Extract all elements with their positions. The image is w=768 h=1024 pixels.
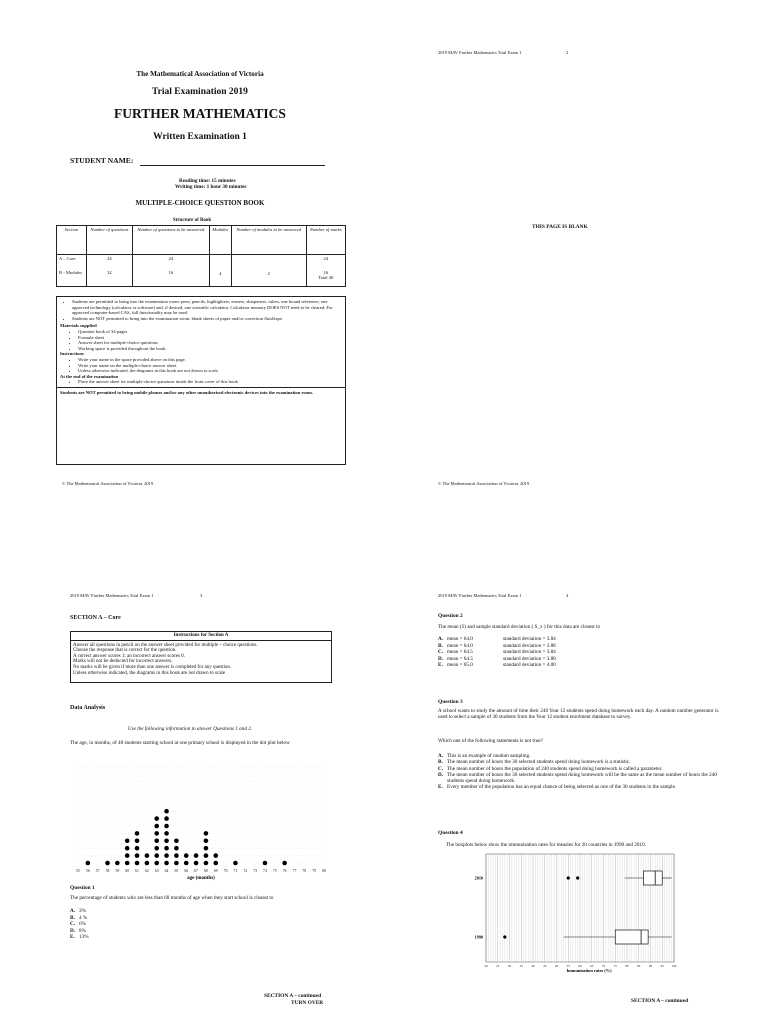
dot [154,831,159,836]
row-label-modules: B - Modules [59,270,82,275]
table-cell [132,255,209,287]
dot [184,861,189,866]
dot [145,861,150,866]
tick-label: 55 [76,869,80,873]
dot-plot-intro: The age, in months, of 48 students starting school at one primary school is displayed in the dot plot below [70,740,290,746]
option-a[interactable] [438,636,556,643]
instructions-box [56,296,346,465]
dot-plot [70,760,332,886]
q3-title: Question 3 [438,699,463,705]
option-e[interactable] [438,784,724,790]
tick-label: 65 [590,964,594,968]
dot [135,831,140,836]
dot [154,824,159,829]
tick-label: 75 [613,964,617,968]
data-analysis-heading: Data Analysis [70,705,106,711]
page-number: 2 [566,50,569,55]
instructions-title: Instructions for Section A [71,632,331,641]
q3-text: A school wants to study the amount of time their 240 Year 12 students spend doing homework each day. A random number generator is used to select a sample of 30 students from the Year 12 student enrolment database to survey. [438,708,719,721]
table-cell [231,255,306,287]
dot [125,846,130,851]
blank-page-notice: THIS PAGE IS BLANK [532,224,588,230]
list-item: • Students are NOT permitted to bring into the examination room: blank sheets of paper and/or correction fluid/tape. [72,316,342,322]
tick-label: 70 [601,964,606,968]
dot [282,861,287,866]
option-text: This is an example of random sampling. [447,753,531,759]
option-b[interactable] [438,643,556,650]
dot [204,846,209,851]
tick-label: 79 [312,869,317,873]
option-text: 8% [79,927,86,934]
q3-options [438,753,724,791]
option-letter: C. [70,921,76,928]
option-d[interactable] [438,656,556,663]
materials-list [60,329,342,351]
q4-title: Question 4 [438,830,463,836]
dot [174,853,179,858]
instruction-line: Answer all questions in pencil on the answer sheet provided for multiple – choice questions. [73,642,258,648]
dot [86,861,91,866]
tick-label: 64 [164,869,169,873]
option-letter: B. [438,759,443,766]
row-label-core: A – Core [59,256,76,261]
option-b[interactable] [70,915,89,922]
cell-value: 24 [168,256,174,261]
tick-label: 100 [671,964,677,968]
dot-plot-tick-labels [76,869,326,873]
tick-label: 58 [105,869,110,873]
option-d[interactable] [70,928,89,935]
reading-time: Reading time: 15 minutes [179,178,236,184]
section-title: SECTION A – Core [70,615,121,621]
q2-options [438,636,556,669]
table-cell [306,255,345,287]
list-item: • Unless otherwise indicated, the diagrams in this book are not drawn to scale. [78,368,342,374]
q1-title: Question 1 [70,885,95,891]
series-label: 2010 [474,875,483,881]
instruction-line: Marks will not be deducted for incorrect answers. [73,659,173,665]
section-continued: SECTION A – continued [264,993,322,999]
tick-label: 80 [322,869,326,873]
tick-label: 45 [543,964,547,968]
tick-label: 66 [184,869,189,873]
option-text: The mean number of hours the 30 selected students spend doing homework is a statistic. [447,759,631,766]
running-header: 2019 MAV Further Mathematics Trial Exam 1 [438,50,522,55]
dot [164,846,169,851]
tick-label: 63 [154,869,159,873]
outlier [576,876,579,879]
option-text: 3% [79,908,86,914]
subject-title: FURTHER MATHEMATICS [114,106,286,121]
option-letter: E. [438,784,443,791]
tick-label: 25 [496,964,500,968]
list-item: • Working space is provided throughout the book. [78,346,342,352]
student-name-line[interactable] [140,165,325,166]
list-item: • Students are permitted to bring into the examination room: pens, pencils, highlighters, erasers, sharpeners, rulers, one bound reference, one approved technology (calculator or software) and, if desired, one scientific calculator. Calculator memory DOES NOT need to be cleared. For approved computer-based CAS, full functionality may be used. [72,299,342,316]
boxplot-grid [486,854,674,962]
option-mean: mean = 64.5 [447,655,473,662]
dot [184,853,189,858]
cell-value: 32 [107,270,112,275]
option-letter: C. [438,649,444,656]
dot [194,853,199,858]
tick-label: 60 [578,964,582,968]
option-letter: A. [438,753,444,759]
option-letter: E. [70,934,75,941]
list-item: • Write your name in the space provided above on this page. [78,357,342,363]
tick-label: 76 [282,869,287,873]
use-info-note: Use the following information to answer Questions 1 and 2. [127,726,253,732]
option-mean: mean = 64.5 [447,649,473,656]
dot-plot-grid [78,764,324,866]
student-name-label: STUDENT NAME: [70,156,134,165]
tick-label: 20 [484,964,488,968]
tick-label: 70 [223,869,228,873]
org-name: The Mathematical Association of Victoria [136,70,264,78]
dot [135,846,140,851]
tick-label: 69 [213,869,218,873]
option-letter: A. [70,908,76,914]
option-c[interactable] [438,649,556,656]
outlier [567,876,570,879]
table-row [57,255,346,287]
materials-heading: Materials supplied [60,323,97,329]
dot [233,861,238,866]
table-cell [209,255,231,287]
instruction-line: No marks will be given if more than one answer is completed for any question. [73,664,232,670]
dot [194,861,199,866]
option-letter: D. [438,655,444,662]
option-sd: standard deviation = 4.00 [503,662,556,669]
tick-label: 35 [519,964,523,968]
list-item: • Answer sheet for multiple-choice questions [78,340,342,346]
dot [154,839,159,844]
dot [263,861,268,866]
running-header: 2019 MAV Further Mathematics Trial Exam 1 [70,593,154,598]
dot [164,824,169,829]
tick-label: 59 [115,869,120,873]
cell-value: 24 [323,256,329,261]
col-header: Number of questions [86,226,132,255]
copyright-footer: © The Mathematical Association of Victoria, 2019 [438,481,530,486]
col-header: Number of questions to be answered [132,226,209,255]
structure-table [56,225,346,287]
option-d[interactable] [438,772,724,785]
trial-title: Trial Examination 2019 [152,87,248,97]
tick-label: 71 [233,869,238,873]
dot [174,846,179,851]
option-mean: mean = 65.0 [447,662,473,669]
page-number: 3 [200,593,203,598]
dot [164,809,169,814]
option-letter: A. [438,636,444,642]
dot [154,853,159,858]
dot [164,853,169,858]
page-3 [0,512,384,1024]
tick-label: 73 [253,869,258,873]
dot [115,861,120,866]
tick-label: 67 [194,869,198,873]
dot [213,861,218,866]
list-item: • Question book of 34 pages [78,329,342,335]
structure-title: Structure of Book [172,218,212,223]
copyright-footer: © The Mathematical Association of Victoria, 2019 [62,481,154,486]
tick-label: 77 [292,869,297,873]
section-continued: SECTION A – continued [631,998,689,1004]
tick-label: 90 [648,964,653,968]
cell-value: 4 [219,270,222,276]
option-text: The mean number of hours the 30 selected students spend doing homework will be the same as the mean number of hours the 240 students spend doing homework. [447,771,717,785]
tick-label: 74 [263,869,267,873]
dot [164,839,169,844]
dot [105,861,110,866]
cell-value: 24 [107,256,112,261]
tick-label: 40 [531,964,535,968]
dot [135,861,140,866]
cell-value: 16 [168,270,174,275]
instruction-line: Unless otherwise indicated, the diagrams in this book are not drawn to scale [73,670,226,676]
cell-value: 2 [267,270,270,276]
tick-label: 61 [135,869,139,873]
option-letter: E. [438,662,443,669]
dot [154,846,159,851]
section-a-instructions [70,631,332,683]
page-1 [0,0,384,512]
dot [204,839,209,844]
dot [154,816,159,821]
table-cell [57,255,87,287]
series-label: 1990 [474,934,483,940]
tick-label: 72 [243,869,248,873]
tick-label: 65 [174,869,179,873]
q3-question: Which one of the following statements is not true? [438,738,543,744]
dot [164,831,169,836]
dot [164,861,169,866]
col-header: Section [57,226,87,255]
option-letter: D. [70,927,76,934]
dot [213,853,218,858]
tick-label: 56 [85,869,90,873]
option-sd: standard deviation = 3.88 [503,655,556,662]
tick-label: 78 [302,869,307,873]
option-sd: standard deviation = 3.88 [503,642,556,649]
list-item: • Place the answer sheet for multiple-choice questions inside the front cover of this book. [78,379,342,385]
option-e[interactable] [438,662,556,669]
booklet-title: MULTIPLE-CHOICE QUESTION BOOK [135,199,265,207]
tick-label: 62 [144,869,149,873]
col-header: Modules [209,226,231,255]
option-letter: B. [70,914,75,921]
option-letter: C. [438,765,444,772]
instruction-line: A correct answer scores 1; an incorrect answer scores 0. [73,653,185,659]
instructions-body [71,641,331,679]
option-text: Every member of the population has an equal chance of being selected as one of the 30 students in the sample. [447,784,677,791]
q1-options [70,908,89,941]
dot [164,816,169,821]
written-exam-title: Written Examination 1 [153,132,247,142]
option-letter: B. [438,642,443,649]
page-4 [384,512,768,1024]
q1-text: The percentage of students who are less than 60 months of age when they start school is closest to [70,895,274,901]
tick-label: 57 [95,869,100,873]
dot [135,839,140,844]
boxplot-chart [464,852,684,974]
permitted-list [60,299,342,321]
option-sd: standard deviation = 3.84 [503,649,556,656]
option-text: 6% [79,921,86,928]
cell-value [234,256,304,262]
total-marks: Total 40 [318,275,334,280]
box [643,871,662,885]
option-a[interactable] [70,908,89,915]
dot [204,853,209,858]
dot [204,831,209,836]
tick-label: 75 [272,869,277,873]
option-sd: standard deviation = 3.84 [503,636,556,642]
tick-label: 85 [637,964,641,968]
writing-time: Writing time: 1 hour 30 minutes [175,184,247,190]
q4-text: The boxplots below show the immunisation rates for measles for 20 countries in 1990 and 2010. [446,842,646,848]
col-header: Number of modules to be answered [231,226,306,255]
end-heading: At the end of the examination [60,373,119,379]
box [615,930,648,944]
turn-over: TURN OVER [291,1000,324,1006]
table-cell [86,255,132,287]
dot [125,853,130,858]
page-number: 4 [566,593,569,598]
option-text: The mean number of hours the population of 240 students spend doing homework is called a parameter. [447,765,663,772]
option-c[interactable] [70,921,89,928]
tick-label: 30 [507,964,512,968]
outlier [503,935,506,938]
tick-label: 68 [204,869,208,873]
tick-label: 50 [554,964,559,968]
tick-label: 80 [625,964,629,968]
dot-plot-xlabel: age (months) [187,876,215,881]
tick-label: 60 [125,869,130,873]
page-2 [384,0,768,512]
option-letter: D. [438,771,444,778]
end-list [60,379,342,385]
list-item: • Write your name on the multiple-choice answer sheet. [78,363,342,369]
boxplot-xlabel: Immunisation rates (%) [566,968,612,973]
tick-label: 95 [660,964,664,968]
dot [145,853,150,858]
phones-notice: Students are NOT permitted to bring mobile phones and/or any other unauthorised electronic devices into the examination room. [57,387,345,396]
tick-label: 55 [566,964,570,968]
dot [135,853,140,858]
q2-text: The mean (x̄) and sample standard deviation ( S_x ) for this data are closest to [438,624,601,630]
dot [204,861,209,866]
running-header: 2019 MAV Further Mathematics Trial Exam 1 [438,593,522,598]
instruction-line: Choose the response that is correct for the question. [73,648,177,654]
col-header: Number of marks [306,226,345,255]
dot [125,839,130,844]
cell-value: 16 [323,270,329,275]
option-e[interactable] [70,934,89,941]
instructions-heading: Instructions [60,351,84,357]
option-text: 13% [79,934,89,941]
dot [174,861,179,866]
q2-title: Question 2 [438,613,463,619]
list-item: • Formula sheet [78,335,342,341]
dot [125,861,130,866]
option-text: 4 % [79,914,88,921]
dot [174,839,179,844]
dot [154,861,159,866]
instructions-list [60,357,342,374]
option-mean: mean = 64.0 [447,642,473,649]
cell-value [212,256,229,262]
option-mean: mean = 64.0 [447,636,473,642]
